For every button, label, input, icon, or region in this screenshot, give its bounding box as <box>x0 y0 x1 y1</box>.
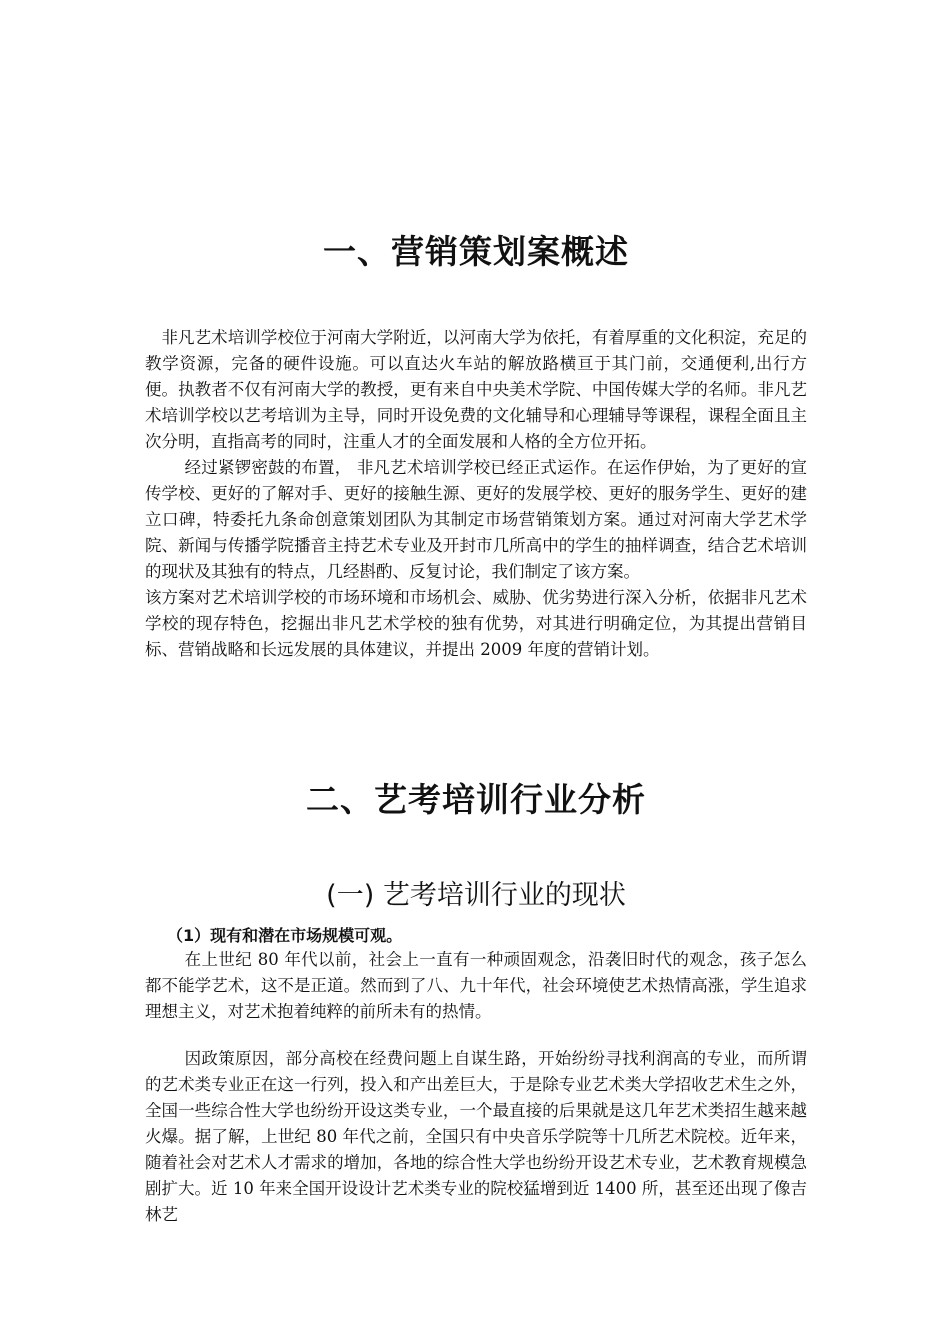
subsection-body-1 <box>145 947 807 1025</box>
subsection-paragraph-2: 因政策原因，部分高校在经费问题上自谋生路，开始纷纷寻找利润高的专业，而所谓的艺术类专业正在这一行列，投入和产出差巨大，于是除专业艺术类大学招收艺术生之外，全国一些综合性大学也纷纷开设这类专业，一个最直接的后果就是这几年艺术类招生越来越火爆。据了解，上世纪 80 年代之前，全国只有中央音乐学院等十几所艺术院校。近年来，随着社会对艺术人才需求的增加，各地的综合性大学也纷纷开设艺术专业，艺术教育规模急剧扩大。近 10 年来全国开设设计艺术类专业的院校猛增到近 1400 所，甚至还出现了像吉林艺 <box>145 1049 807 1224</box>
section2-title: 二、艺考培训行业分析 <box>306 780 646 819</box>
section1-paragraph-1: 非凡艺术培训学校位于河南大学附近，以河南大学为依托，有着厚重的文化积淀，充足的教学资源，完备的硬件设施。可以直达火车站的解放路横亘于其门前，交通便利,出行方便。执教者不仅有河南大学的教授，更有来自中央美术学院、中国传媒大学的名师。非凡艺术培训学校以艺考培训为主导，同时开设免费的文化辅导和心理辅导等课程，课程全面且主次分明，直指高考的同时，注重人才的全面发展和人格的全方位开拓。 <box>145 328 807 451</box>
subsection-paragraph-1: 在上世纪 80 年代以前，社会上一直有一种顽固观念，沿袭旧时代的观念，孩子怎么都不能学艺术，这不是正道。然而到了八、九十年代，社会环境使艺术热情高涨，学生追求理想主义，对艺术抱着纯粹的前所未有的热情。 <box>145 950 807 1021</box>
section1-paragraph-2: 经过紧锣密鼓的布置， 非凡艺术培训学校已经正式运作。在运作伊始，为了更好的宣传学校、更好的了解对手、更好的接触生源、更好的发展学校、更好的服务学生、更好的建立口碑，特委托九条命创意策划团队为其制定市场营销策划方案。通过对河南大学艺术学院、新闻与传播学院播音主持艺术专业及开封市几所高中的学生的抽样调查，结合艺术培训的现状及其独有的特点，几经斟酌、反复讨论，我们制定了该方案。 <box>145 458 807 581</box>
point-title: （1）现有和潜在市场规模可观。 <box>167 926 403 945</box>
section1-body <box>145 325 807 663</box>
subsection-body-2 <box>145 1046 807 1228</box>
subsection-title: (一) 艺考培训行业的现状 <box>326 880 626 911</box>
section1-paragraph-3: 该方案对艺术培训学校的市场环境和市场机会、威胁、优劣势进行深入分析，依据非凡艺术学校的现存特色，挖掘出非凡艺术学校的独有优势，对其进行明确定位，为其提出营销目标、营销战略和长远发展的具体建议，并提出 2009 年度的营销计划。 <box>145 588 807 659</box>
section1-title: 一、营销策划案概述 <box>323 232 629 271</box>
